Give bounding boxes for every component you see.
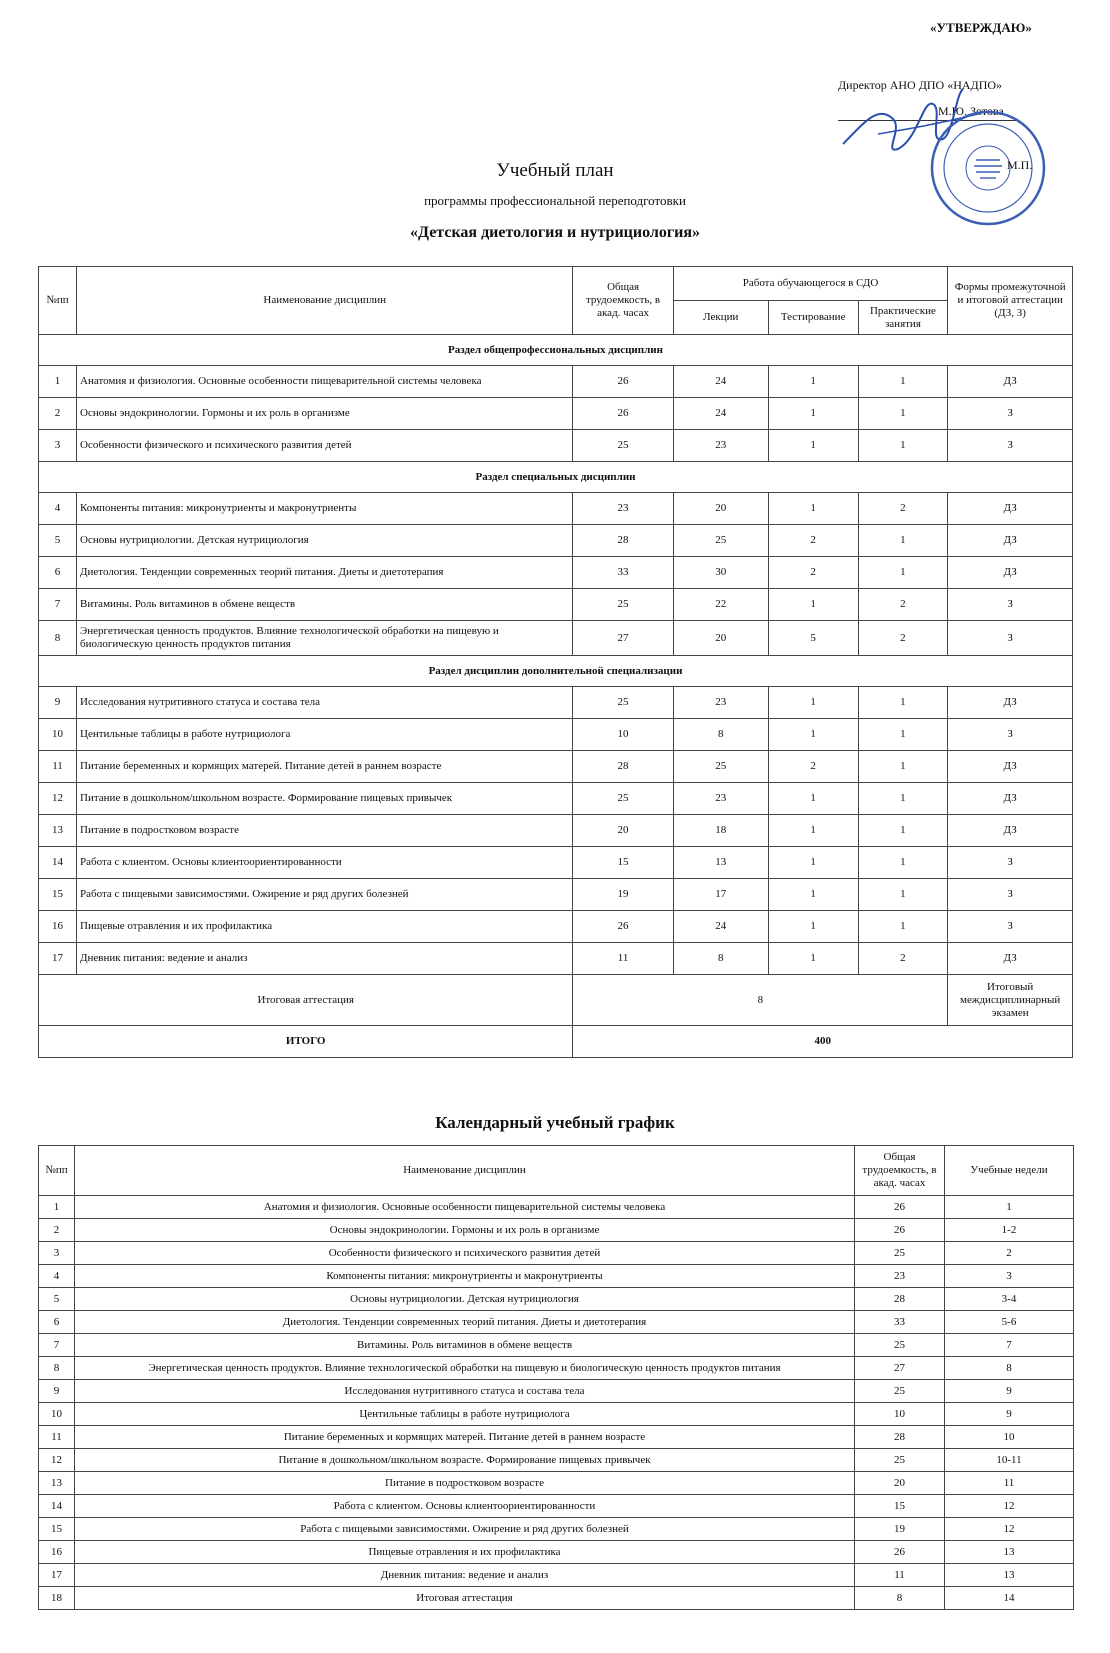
row-number: 6 — [39, 557, 77, 589]
page-title: Учебный план — [496, 160, 614, 181]
schedule-discipline-name: Анатомия и физиология. Основные особенности пищеварительной системы человека — [75, 1196, 855, 1219]
assessment-form: ДЗ — [948, 525, 1073, 557]
total-hours: 27 — [573, 621, 673, 656]
assessment-form: З — [948, 430, 1073, 462]
program-title: «Детская диетология и нутрициология» — [409, 224, 700, 241]
total-label: ИТОГО — [39, 1026, 573, 1058]
test-hours: 2 — [768, 525, 858, 557]
row-number: 12 — [39, 783, 77, 815]
total-hours: 25 — [573, 687, 673, 719]
row-number: 10 — [39, 719, 77, 751]
discipline-name: Витамины. Роль витаминов в обмене веществ — [77, 589, 573, 621]
schedule-row — [39, 1219, 1074, 1242]
assessment-form: З — [948, 847, 1073, 879]
row-number: 1 — [39, 366, 77, 398]
schedule-row-number: 13 — [39, 1472, 75, 1495]
schedule-discipline-name: Энергетическая ценность продуктов. Влияние технологической обработки на пищевую и биологическую ценность продуктов питания — [75, 1357, 855, 1380]
schedule-row — [39, 1541, 1074, 1564]
practice-hours: 2 — [858, 943, 948, 975]
practice-hours: 1 — [858, 719, 948, 751]
section-title: Раздел дисциплин дополнительной специализации — [39, 656, 1073, 687]
test-hours: 2 — [768, 751, 858, 783]
schedule-row — [39, 1403, 1074, 1426]
lecture-hours: 23 — [673, 430, 768, 462]
schedule-row — [39, 1311, 1074, 1334]
row-number: 3 — [39, 430, 77, 462]
schedule-header-weeks: Учебные недели — [945, 1146, 1074, 1196]
table-row — [39, 557, 1073, 589]
schedule-hours: 28 — [855, 1288, 945, 1311]
lecture-hours: 30 — [673, 557, 768, 589]
schedule-weeks: 13 — [945, 1541, 1074, 1564]
practice-hours: 1 — [858, 783, 948, 815]
table-row — [39, 815, 1073, 847]
schedule-row — [39, 1449, 1074, 1472]
assessment-form: ДЗ — [948, 751, 1073, 783]
discipline-name: Компоненты питания: микронутриенты и макронутриенты — [77, 493, 573, 525]
row-number: 15 — [39, 879, 77, 911]
schedule-discipline-name: Витамины. Роль витаминов в обмене веществ — [75, 1334, 855, 1357]
assessment-form: ДЗ — [948, 493, 1073, 525]
schedule-hours: 8 — [855, 1587, 945, 1610]
assessment-form: ДЗ — [948, 366, 1073, 398]
discipline-name: Исследования нутритивного статуса и состава тела — [77, 687, 573, 719]
assessment-form: ДЗ — [948, 687, 1073, 719]
total-hours: 10 — [573, 719, 673, 751]
discipline-name: Питание в дошкольном/школьном возрасте. Формирование пищевых привычек — [77, 783, 573, 815]
discipline-name: Работа с клиентом. Основы клиентоориентированности — [77, 847, 573, 879]
row-number: 8 — [39, 621, 77, 656]
assessment-form: З — [948, 911, 1073, 943]
practice-hours: 1 — [858, 879, 948, 911]
schedule-weeks: 13 — [945, 1564, 1074, 1587]
discipline-name: Основы нутрициологии. Детская нутрициология — [77, 525, 573, 557]
schedule-hours: 23 — [855, 1265, 945, 1288]
schedule-hours: 26 — [855, 1219, 945, 1242]
practice-hours: 1 — [858, 525, 948, 557]
total-hours: 11 — [573, 943, 673, 975]
table-row — [39, 621, 1073, 656]
practice-hours: 2 — [858, 589, 948, 621]
schedule-hours: 28 — [855, 1426, 945, 1449]
section-row — [39, 462, 1073, 493]
schedule-discipline-name: Питание в дошкольном/школьном возрасте. Формирование пищевых привычек — [75, 1449, 855, 1472]
practice-hours: 1 — [858, 430, 948, 462]
test-hours: 1 — [768, 879, 858, 911]
schedule-hours: 15 — [855, 1495, 945, 1518]
test-hours: 1 — [768, 719, 858, 751]
schedule-row-number: 12 — [39, 1449, 75, 1472]
row-number: 5 — [39, 525, 77, 557]
schedule-weeks: 10-11 — [945, 1449, 1074, 1472]
header-forms: Формы промежуточной и итоговой аттестации (ДЗ, З) — [948, 267, 1073, 335]
lecture-hours: 13 — [673, 847, 768, 879]
schedule-row-number: 16 — [39, 1541, 75, 1564]
schedule-row — [39, 1518, 1074, 1541]
final-attestation-label: Итоговая аттестация — [39, 975, 573, 1026]
total-hours: 23 — [573, 493, 673, 525]
schedule-row-number: 15 — [39, 1518, 75, 1541]
practice-hours: 1 — [858, 911, 948, 943]
table-row — [39, 366, 1073, 398]
section-title: Раздел специальных дисциплин — [39, 462, 1073, 493]
schedule-hours: 33 — [855, 1311, 945, 1334]
assessment-form: ДЗ — [948, 815, 1073, 847]
row-number: 13 — [39, 815, 77, 847]
schedule-weeks: 9 — [945, 1403, 1074, 1426]
test-hours: 1 — [768, 783, 858, 815]
test-hours: 1 — [768, 589, 858, 621]
lecture-hours: 25 — [673, 751, 768, 783]
schedule-weeks: 8 — [945, 1357, 1074, 1380]
test-hours: 1 — [768, 911, 858, 943]
lecture-hours: 22 — [673, 589, 768, 621]
schedule-row — [39, 1587, 1074, 1610]
section-row — [39, 656, 1073, 687]
lecture-hours: 20 — [673, 493, 768, 525]
schedule-discipline-name: Итоговая аттестация — [75, 1587, 855, 1610]
discipline-name: Питание в подростковом возрасте — [77, 815, 573, 847]
practice-hours: 1 — [858, 751, 948, 783]
header-lectures: Лекции — [673, 301, 768, 335]
schedule-row-number: 5 — [39, 1288, 75, 1311]
section-row — [39, 335, 1073, 366]
schedule-discipline-name: Основы эндокринологии. Гормоны и их роль в организме — [75, 1219, 855, 1242]
schedule-weeks: 1 — [945, 1196, 1074, 1219]
practice-hours: 1 — [858, 557, 948, 589]
schedule-row-number: 14 — [39, 1495, 75, 1518]
test-hours: 1 — [768, 943, 858, 975]
assessment-form: ДЗ — [948, 783, 1073, 815]
header-tests: Тестирование — [768, 301, 858, 335]
schedule-row — [39, 1196, 1074, 1219]
schedule-discipline-name: Центильные таблицы в работе нутрициолога — [75, 1403, 855, 1426]
schedule-row — [39, 1334, 1074, 1357]
schedule-row-number: 1 — [39, 1196, 75, 1219]
schedule-row — [39, 1242, 1074, 1265]
schedule-weeks: 12 — [945, 1495, 1074, 1518]
section-title: Раздел общепрофессиональных дисциплин — [39, 335, 1073, 366]
total-hours: 26 — [573, 366, 673, 398]
test-hours: 5 — [768, 621, 858, 656]
discipline-name: Энергетическая ценность продуктов. Влияние технологической обработки на пищевую и биологическую ценность продуктов питания — [77, 621, 573, 656]
schedule-hours: 10 — [855, 1403, 945, 1426]
row-number: 17 — [39, 943, 77, 975]
lecture-hours: 8 — [673, 943, 768, 975]
schedule-discipline-name: Основы нутрициологии. Детская нутрициология — [75, 1288, 855, 1311]
table-row — [39, 493, 1073, 525]
schedule-row-number: 10 — [39, 1403, 75, 1426]
schedule-row-number: 2 — [39, 1219, 75, 1242]
schedule-hours: 25 — [855, 1380, 945, 1403]
schedule-discipline-name: Работа с пищевыми зависимостями. Ожирение и ряд других болезней — [75, 1518, 855, 1541]
discipline-name: Дневник питания: ведение и анализ — [77, 943, 573, 975]
lecture-hours: 20 — [673, 621, 768, 656]
schedule-hours: 26 — [855, 1541, 945, 1564]
approval-heading: «УТВЕРЖДАЮ» — [930, 20, 1032, 35]
total-hours: 26 — [573, 911, 673, 943]
row-number: 11 — [39, 751, 77, 783]
schedule-weeks: 1-2 — [945, 1219, 1074, 1242]
assessment-form: ДЗ — [948, 557, 1073, 589]
schedule-table — [38, 1145, 1074, 1610]
schedule-row-number: 7 — [39, 1334, 75, 1357]
test-hours: 1 — [768, 493, 858, 525]
final-attestation-hours: 8 — [573, 975, 948, 1026]
assessment-form: З — [948, 398, 1073, 430]
schedule-row-number: 17 — [39, 1564, 75, 1587]
total-hours: 20 — [573, 815, 673, 847]
table-row — [39, 525, 1073, 557]
row-number: 14 — [39, 847, 77, 879]
practice-hours: 1 — [858, 815, 948, 847]
discipline-name: Диетология. Тенденции современных теорий питания. Диеты и диетотерапия — [77, 557, 573, 589]
assessment-form: З — [948, 621, 1073, 656]
test-hours: 2 — [768, 557, 858, 589]
schedule-row — [39, 1380, 1074, 1403]
schedule-row — [39, 1288, 1074, 1311]
schedule-header-total: Общая трудоемкость, в акад. часах — [855, 1146, 945, 1196]
schedule-header-name: Наименование дисциплин — [75, 1146, 855, 1196]
schedule-discipline-name: Пищевые отравления и их профилактика — [75, 1541, 855, 1564]
curriculum-table — [38, 266, 1073, 1058]
page-subtitle: программы профессиональной переподготовки — [424, 193, 686, 208]
schedule-row — [39, 1265, 1074, 1288]
practice-hours: 1 — [858, 687, 948, 719]
schedule-hours: 11 — [855, 1564, 945, 1587]
discipline-name: Анатомия и физиология. Основные особенности пищеварительной системы человека — [77, 366, 573, 398]
test-hours: 1 — [768, 430, 858, 462]
practice-hours: 1 — [858, 398, 948, 430]
table-row — [39, 751, 1073, 783]
assessment-form: З — [948, 589, 1073, 621]
lecture-hours: 18 — [673, 815, 768, 847]
total-hours: 25 — [573, 430, 673, 462]
discipline-name: Основы эндокринологии. Гормоны и их роль в организме — [77, 398, 573, 430]
schedule-row-number: 9 — [39, 1380, 75, 1403]
schedule-row — [39, 1472, 1074, 1495]
lecture-hours: 23 — [673, 687, 768, 719]
schedule-hours: 20 — [855, 1472, 945, 1495]
final-attestation-form: Итоговый междисциплинарный экзамен — [948, 975, 1073, 1026]
schedule-hours: 25 — [855, 1449, 945, 1472]
total-hours: 26 — [573, 398, 673, 430]
assessment-form: З — [948, 719, 1073, 751]
director-title: Директор АНО ДПО «НАДПО» — [838, 78, 1003, 92]
schedule-discipline-name: Дневник питания: ведение и анализ — [75, 1564, 855, 1587]
assessment-form: З — [948, 879, 1073, 911]
schedule-weeks: 5-6 — [945, 1311, 1074, 1334]
schedule-weeks: 9 — [945, 1380, 1074, 1403]
schedule-discipline-name: Исследования нутритивного статуса и состава тела — [75, 1380, 855, 1403]
schedule-discipline-name: Работа с клиентом. Основы клиентоориентированности — [75, 1495, 855, 1518]
row-number: 4 — [39, 493, 77, 525]
total-row — [39, 1026, 1073, 1058]
practice-hours: 1 — [858, 847, 948, 879]
lecture-hours: 8 — [673, 719, 768, 751]
table-row — [39, 719, 1073, 751]
schedule-hours: 25 — [855, 1334, 945, 1357]
test-hours: 1 — [768, 366, 858, 398]
table-row — [39, 589, 1073, 621]
test-hours: 1 — [768, 398, 858, 430]
row-number: 2 — [39, 398, 77, 430]
practice-hours: 1 — [858, 366, 948, 398]
schedule-header-num: №пп — [39, 1146, 75, 1196]
table-row — [39, 847, 1073, 879]
schedule-weeks: 12 — [945, 1518, 1074, 1541]
header-num: №пп — [39, 267, 77, 335]
total-hours: 25 — [573, 783, 673, 815]
schedule-discipline-name: Питание беременных и кормящих матерей. Питание детей в раннем возрасте — [75, 1426, 855, 1449]
schedule-weeks: 10 — [945, 1426, 1074, 1449]
discipline-name: Работа с пищевыми зависимостями. Ожирение и ряд других болезней — [77, 879, 573, 911]
lecture-hours: 23 — [673, 783, 768, 815]
schedule-discipline-name: Особенности физического и психического развития детей — [75, 1242, 855, 1265]
lecture-hours: 24 — [673, 398, 768, 430]
total-hours: 19 — [573, 879, 673, 911]
total-hours: 15 — [573, 847, 673, 879]
schedule-weeks: 3-4 — [945, 1288, 1074, 1311]
schedule-weeks: 2 — [945, 1242, 1074, 1265]
schedule-row — [39, 1426, 1074, 1449]
total-hours: 28 — [573, 525, 673, 557]
row-number: 16 — [39, 911, 77, 943]
schedule-hours: 19 — [855, 1518, 945, 1541]
row-number: 9 — [39, 687, 77, 719]
schedule-row-number: 6 — [39, 1311, 75, 1334]
table-row — [39, 911, 1073, 943]
header-work: Работа обучающегося в СДО — [673, 267, 948, 301]
schedule-hours: 25 — [855, 1242, 945, 1265]
schedule-weeks: 7 — [945, 1334, 1074, 1357]
schedule-row — [39, 1495, 1074, 1518]
header-total: Общая трудоемкость, в акад. часах — [573, 267, 673, 335]
total-hours: 28 — [573, 751, 673, 783]
schedule-row-number: 18 — [39, 1587, 75, 1610]
schedule-row-number: 3 — [39, 1242, 75, 1265]
schedule-row-number: 11 — [39, 1426, 75, 1449]
schedule-title: Календарный учебный график — [435, 1113, 675, 1132]
schedule-hours: 27 — [855, 1357, 945, 1380]
discipline-name: Питание беременных и кормящих матерей. Питание детей в раннем возрасте — [77, 751, 573, 783]
table-row — [39, 398, 1073, 430]
assessment-form: ДЗ — [948, 943, 1073, 975]
lecture-hours: 17 — [673, 879, 768, 911]
discipline-name: Пищевые отравления и их профилактика — [77, 911, 573, 943]
schedule-discipline-name: Питание в подростковом возрасте — [75, 1472, 855, 1495]
lecture-hours: 24 — [673, 911, 768, 943]
total-hours: 33 — [573, 557, 673, 589]
schedule-row-number: 8 — [39, 1357, 75, 1380]
row-number: 7 — [39, 589, 77, 621]
practice-hours: 2 — [858, 621, 948, 656]
schedule-discipline-name: Диетология. Тенденции современных теорий питания. Диеты и диетотерапия — [75, 1311, 855, 1334]
schedule-hours: 26 — [855, 1196, 945, 1219]
schedule-row — [39, 1564, 1074, 1587]
schedule-weeks: 3 — [945, 1265, 1074, 1288]
table-row — [39, 783, 1073, 815]
lecture-hours: 24 — [673, 366, 768, 398]
schedule-weeks: 14 — [945, 1587, 1074, 1610]
schedule-weeks: 11 — [945, 1472, 1074, 1495]
schedule-row — [39, 1357, 1074, 1380]
stamp-mark: М.П. — [1007, 158, 1033, 172]
table-row — [39, 687, 1073, 719]
discipline-name: Особенности физического и психического развития детей — [77, 430, 573, 462]
table-row — [39, 430, 1073, 462]
test-hours: 1 — [768, 847, 858, 879]
table-row — [39, 879, 1073, 911]
total-hours-value: 400 — [573, 1026, 1073, 1058]
header-name: Наименование дисциплин — [77, 267, 573, 335]
header-practice: Практические занятия — [858, 301, 948, 335]
signer-name: М.Ю. Зотова — [938, 104, 1004, 118]
final-attestation-row — [39, 975, 1073, 1026]
discipline-name: Центильные таблицы в работе нутрициолога — [77, 719, 573, 751]
table-row — [39, 943, 1073, 975]
test-hours: 1 — [768, 687, 858, 719]
schedule-row-number: 4 — [39, 1265, 75, 1288]
total-hours: 25 — [573, 589, 673, 621]
test-hours: 1 — [768, 815, 858, 847]
schedule-discipline-name: Компоненты питания: микронутриенты и макронутриенты — [75, 1265, 855, 1288]
practice-hours: 2 — [858, 493, 948, 525]
lecture-hours: 25 — [673, 525, 768, 557]
